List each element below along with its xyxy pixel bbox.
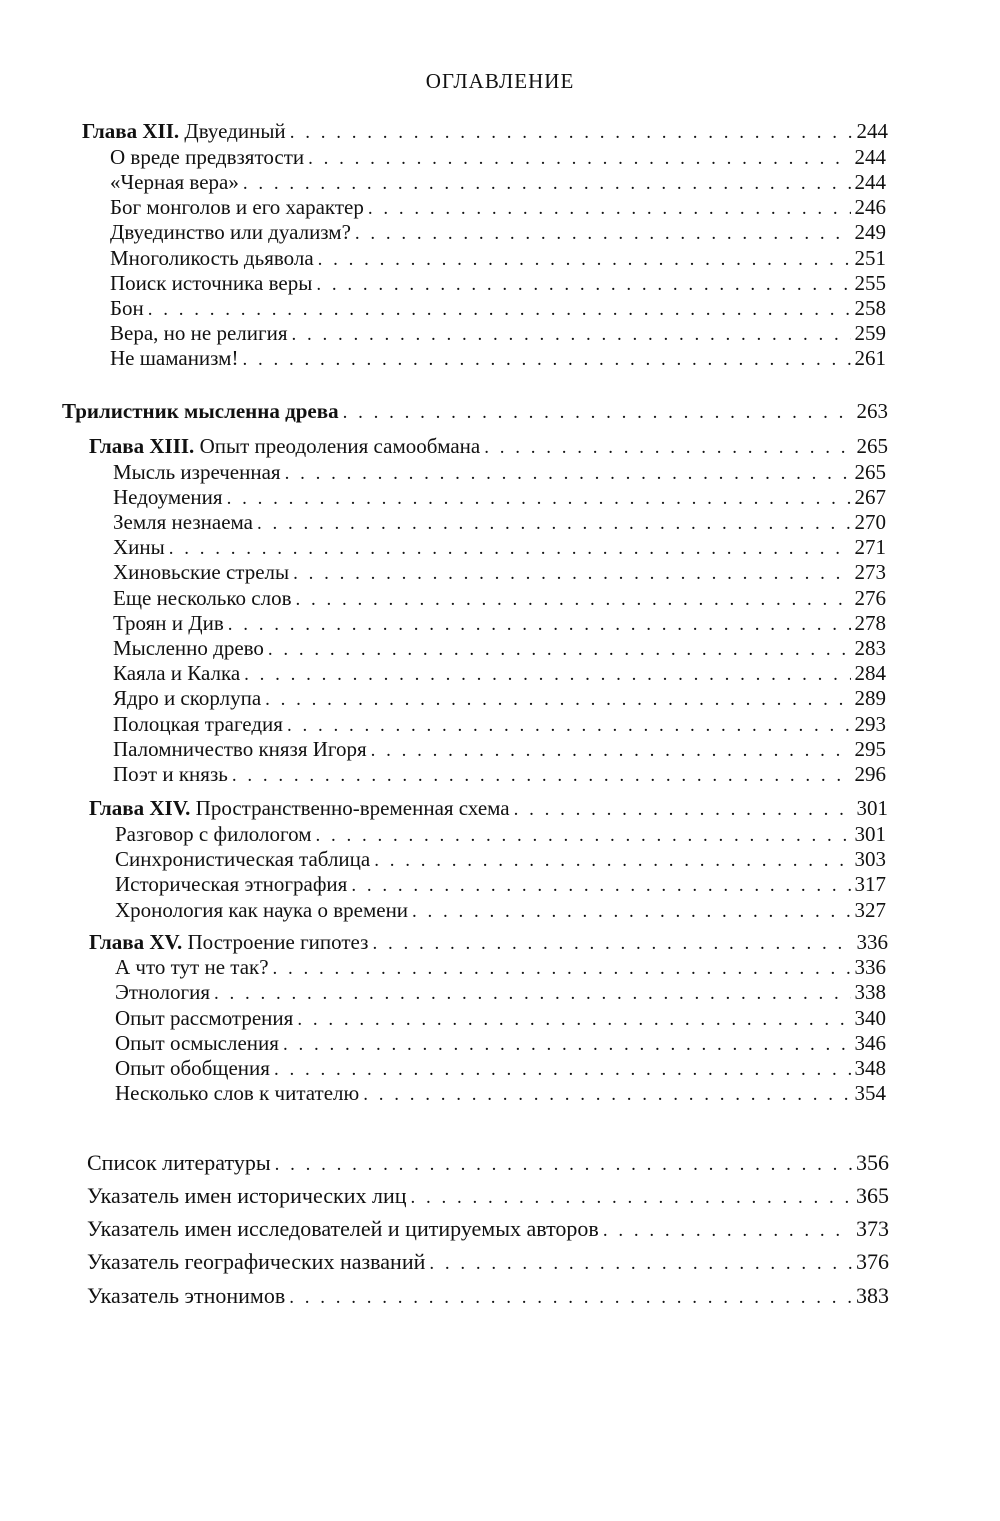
- leader-dots: [484, 435, 852, 460]
- page-number: 244: [854, 145, 886, 169]
- toc-entry[interactable]: [113, 485, 886, 511]
- page-number: 263: [856, 399, 888, 423]
- page-number: 301: [856, 796, 888, 820]
- entry-title: Список литературы: [87, 1150, 271, 1175]
- toc-entry[interactable]: [113, 737, 886, 763]
- entry-title: Синхронистическая таблица: [115, 847, 371, 871]
- entry-title: Двуединство или дуализм?: [110, 220, 351, 244]
- entry-title: Несколько слов к читателю: [115, 1081, 360, 1105]
- entry-title: Земля незнаема: [113, 510, 253, 534]
- toc-entry[interactable]: [113, 611, 886, 637]
- page-number: 267: [854, 485, 886, 509]
- page-number: 259: [854, 321, 886, 345]
- page-number: 244: [856, 119, 888, 143]
- leader-dots: [290, 120, 853, 145]
- part-title: Трилистник мысленна древа: [62, 399, 339, 423]
- leader-dots: [148, 297, 851, 322]
- page-number: 265: [856, 434, 888, 458]
- leader-dots: [289, 1283, 852, 1313]
- leader-dots: [297, 1007, 850, 1032]
- entry-title: Бог монголов и его характер: [110, 195, 364, 219]
- toc-entry[interactable]: [115, 980, 886, 1006]
- page-number: 270: [854, 510, 886, 534]
- chapter-entry[interactable]: [82, 119, 888, 145]
- leader-dots: [214, 981, 851, 1006]
- entry-title: Указатель этнонимов: [87, 1283, 286, 1308]
- toc-entry[interactable]: [113, 661, 886, 687]
- entry-title: Каяла и Калка: [113, 661, 241, 685]
- entry-title: Хиновьские стрелы: [113, 560, 290, 584]
- toc-entry[interactable]: [113, 686, 886, 712]
- leader-dots: [232, 763, 851, 788]
- leader-dots: [368, 196, 851, 221]
- toc-entry[interactable]: [115, 872, 886, 898]
- backmatter-entry[interactable]: [87, 1281, 889, 1313]
- entry-title: Поэт и князь: [113, 762, 228, 786]
- leader-dots: [411, 1183, 852, 1213]
- backmatter-entry[interactable]: [87, 1214, 889, 1246]
- page-number: 289: [854, 686, 886, 710]
- page-number: 283: [854, 636, 886, 660]
- entry-title: Этнология: [115, 980, 210, 1004]
- entry-title: Опыт обобщения: [115, 1056, 270, 1080]
- leader-dots: [514, 797, 853, 822]
- leader-dots: [275, 1150, 852, 1180]
- toc-entry[interactable]: [115, 822, 886, 848]
- leader-dots: [169, 536, 851, 561]
- toc-entry[interactable]: [113, 510, 886, 536]
- leader-dots: [429, 1249, 852, 1279]
- page-number: 317: [854, 872, 886, 896]
- page-number: 383: [856, 1283, 889, 1308]
- toc-entry[interactable]: [110, 321, 886, 347]
- leader-dots: [265, 687, 850, 712]
- toc-entry[interactable]: [113, 535, 886, 561]
- entry-title: Разговор с филологом: [115, 822, 312, 846]
- leader-dots: [351, 873, 850, 898]
- entry-title: Не шаманизм!: [110, 346, 239, 370]
- page-number: 244: [854, 170, 886, 194]
- entry-title: А что тут не так?: [115, 955, 269, 979]
- entry-title: Паломничество князя Игоря: [113, 737, 367, 761]
- leader-dots: [343, 400, 853, 425]
- entry-title: Опыт рассмотрения: [115, 1006, 294, 1030]
- entry-title: Поиск источника веры: [110, 271, 313, 295]
- page-number: 278: [854, 611, 886, 635]
- toc-entry[interactable]: [113, 636, 886, 662]
- entry-title: Ядро и скорлупа: [113, 686, 262, 710]
- backmatter-entry[interactable]: [87, 1148, 889, 1180]
- chapter-entry[interactable]: [89, 434, 888, 460]
- page-number: 340: [854, 1006, 886, 1030]
- toc-entry[interactable]: [110, 246, 886, 272]
- entry-title: Бон: [110, 296, 144, 320]
- entry-title: Недоумения: [113, 485, 223, 509]
- entry-title: Мысль изреченная: [113, 460, 281, 484]
- toc-entry[interactable]: [110, 170, 886, 196]
- leader-dots: [372, 931, 852, 956]
- chapter-title: Построение гипотез: [187, 930, 369, 954]
- page-number: 249: [854, 220, 886, 244]
- entry-title: Полоцкая трагедия: [113, 712, 283, 736]
- toc-entry[interactable]: [110, 346, 886, 372]
- entry-title: Еще несколько слов: [113, 586, 292, 610]
- chapter-title: Двуединый: [184, 119, 286, 143]
- page-number: 338: [854, 980, 886, 1004]
- page-number: 271: [854, 535, 886, 559]
- page-number: 336: [856, 930, 888, 954]
- page-number: 303: [854, 847, 886, 871]
- toc-entry[interactable]: [110, 195, 886, 221]
- toc-entry[interactable]: [110, 296, 886, 322]
- entry-title: Указатель имен исследователей и цитируемых авторов: [87, 1216, 599, 1241]
- page-number: 251: [854, 246, 886, 270]
- toc-entry[interactable]: [115, 1031, 886, 1057]
- page-number: 336: [854, 955, 886, 979]
- toc-entry[interactable]: [110, 145, 886, 171]
- page-number: 258: [854, 296, 886, 320]
- toc-entry[interactable]: [115, 847, 886, 873]
- leader-dots: [285, 461, 851, 486]
- page-number: 276: [854, 586, 886, 610]
- chapter-label: Глава XIII.: [89, 434, 195, 458]
- leader-dots: [371, 738, 851, 763]
- leader-dots: [268, 637, 851, 662]
- chapter-label: Глава XV.: [89, 930, 183, 954]
- leader-dots: [273, 956, 851, 981]
- page-number: 356: [856, 1150, 889, 1175]
- leader-dots: [227, 486, 851, 511]
- leader-dots: [363, 1082, 850, 1107]
- page-number: 296: [854, 762, 886, 786]
- toc-entry[interactable]: [115, 898, 886, 924]
- page-number: 376: [856, 1249, 889, 1274]
- backmatter-entry[interactable]: [87, 1247, 889, 1279]
- part-entry[interactable]: [62, 399, 888, 425]
- page-number: 354: [854, 1081, 886, 1105]
- leader-dots: [603, 1216, 852, 1246]
- page-number: 327: [854, 898, 886, 922]
- page-number: 255: [854, 271, 886, 295]
- entry-title: Указатель имен исторических лиц: [87, 1183, 407, 1208]
- page-number: 261: [854, 346, 886, 370]
- toc-entry[interactable]: [115, 1081, 886, 1107]
- leader-dots: [355, 221, 851, 246]
- entry-title: Мысленно древо: [113, 636, 264, 660]
- chapter-title: Опыт преодоления самообмана: [199, 434, 481, 458]
- toc-entry[interactable]: [115, 1056, 886, 1082]
- entry-title: Указатель географических названий: [87, 1249, 426, 1274]
- leader-dots: [244, 662, 850, 687]
- page-number: 273: [854, 560, 886, 584]
- page-number: 301: [854, 822, 886, 846]
- chapter-entry[interactable]: [89, 930, 888, 956]
- running-head: ОГЛАВЛЕНИЕ: [425, 69, 575, 93]
- entry-title: О вреде предвзятости: [110, 145, 305, 169]
- leader-dots: [318, 247, 851, 272]
- page-number: 265: [854, 460, 886, 484]
- leader-dots: [287, 713, 851, 738]
- page-number: 295: [854, 737, 886, 761]
- leader-dots: [293, 561, 850, 586]
- page-number: 365: [856, 1183, 889, 1208]
- entry-title: «Черная вера»: [110, 170, 239, 194]
- leader-dots: [316, 272, 850, 297]
- toc-entry[interactable]: [113, 712, 886, 738]
- toc-entry[interactable]: [115, 955, 886, 981]
- toc-entry[interactable]: [110, 220, 886, 246]
- entry-title: Хины: [113, 535, 165, 559]
- leader-dots: [242, 347, 850, 372]
- toc-entry[interactable]: [113, 560, 886, 586]
- page-number: 346: [854, 1031, 886, 1055]
- leader-dots: [274, 1057, 851, 1082]
- chapter-label: Глава XII.: [82, 119, 180, 143]
- entry-title: Историческая этнография: [115, 872, 348, 896]
- page-number: 284: [854, 661, 886, 685]
- leader-dots: [243, 171, 851, 196]
- leader-dots: [228, 612, 851, 637]
- backmatter-entry[interactable]: [87, 1181, 889, 1213]
- chapter-entry[interactable]: [89, 796, 888, 822]
- toc-entry[interactable]: [113, 460, 886, 486]
- entry-title: Хронология как наука о времени: [115, 898, 409, 922]
- leader-dots: [374, 848, 850, 873]
- chapter-label: Глава XIV.: [89, 796, 191, 820]
- page-number: 246: [854, 195, 886, 219]
- leader-dots: [412, 899, 850, 924]
- leader-dots: [283, 1032, 851, 1057]
- entry-title: Троян и Див: [113, 611, 224, 635]
- toc-entry[interactable]: [115, 1006, 886, 1032]
- leader-dots: [308, 146, 850, 171]
- toc-entry[interactable]: [113, 762, 886, 788]
- page-number: 348: [854, 1056, 886, 1080]
- page-number: 293: [854, 712, 886, 736]
- chapter-title: Пространственно-временная схема: [195, 796, 510, 820]
- entry-title: Многоликость дьявола: [110, 246, 314, 270]
- toc-entry[interactable]: [110, 271, 886, 297]
- toc-entry[interactable]: [113, 586, 886, 612]
- leader-dots: [316, 823, 851, 848]
- entry-title: Опыт осмысления: [115, 1031, 279, 1055]
- page-number: 373: [856, 1216, 889, 1241]
- leader-dots: [292, 322, 851, 347]
- leader-dots: [296, 587, 851, 612]
- entry-title: Вера, но не религия: [110, 321, 288, 345]
- leader-dots: [257, 511, 851, 536]
